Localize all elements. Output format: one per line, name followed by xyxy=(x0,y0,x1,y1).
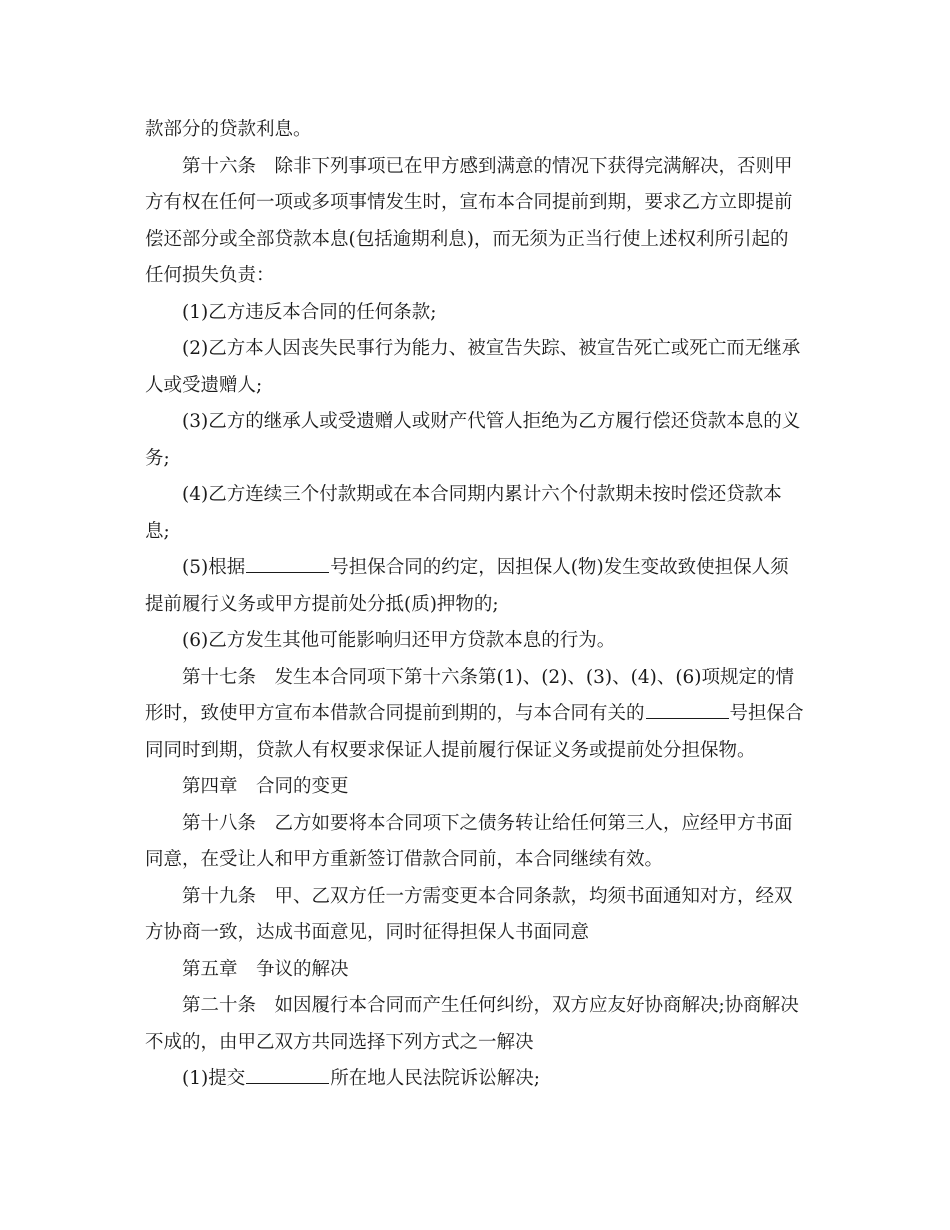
text-line: 同同时到期，贷款人有权要求保证人提前履行保证义务或提前处分担保物。 xyxy=(145,739,756,761)
text-line: 款部分的贷款利息。 xyxy=(145,119,312,140)
text-fragment: (1)提交 xyxy=(182,1068,246,1089)
text-line xyxy=(145,696,810,733)
chapter-5-heading xyxy=(145,952,810,989)
text-line: (4)乙方连续三个付款期或在本合同期内累计六个付款期未按时偿还贷款本 xyxy=(182,484,782,505)
text-line: 第十七条 发生本合同项下第十六条第(1)、(2)、(3)、(4)、(6)项规定的情 xyxy=(182,666,795,688)
text-fragment: 号担保合同的约定，因担保人(物)发生变故致使担保人须 xyxy=(330,557,789,578)
article-19 xyxy=(145,879,810,952)
text-line: (1)乙方违反本合同的任何条款; xyxy=(182,301,437,323)
text-line xyxy=(145,1061,810,1098)
text-line: 方有权在任何一项或多项事情发生时，宣布本合同提前到期，要求乙方立即提前 xyxy=(145,192,793,213)
text-line: 同意，在受让人和甲方重新签订借款合同前，本合同继续有效。 xyxy=(145,849,664,870)
text-line: 第四章 合同的变更 xyxy=(182,776,349,797)
text-line: (6)乙方发生其他可能影响归还甲方贷款本息的行为。 xyxy=(182,630,616,651)
text-line: 任何损失负责： xyxy=(145,265,275,286)
text-fragment: (5)根据 xyxy=(182,557,246,578)
fill-in-blank[interactable] xyxy=(246,1067,329,1084)
text-line xyxy=(145,550,810,587)
text-line: (2)乙方本人因丧失民事行为能力、被宣告失踪、被宣告死亡或死亡而无继承 xyxy=(182,338,801,359)
article-20-item-1 xyxy=(145,1061,810,1098)
article-16-item-3 xyxy=(145,404,810,477)
text-fragment: 号担保合 xyxy=(729,703,804,724)
text-line: 方协商一致，达成书面意见，同时征得担保人书面同意 xyxy=(145,922,590,943)
text-line: 不成的，由甲乙双方共同选择下列方式之一解决 xyxy=(145,1031,534,1053)
text-fragment: 形时，致使甲方宣布本借款合同提前到期的，与本合同有关的 xyxy=(145,703,645,724)
text-line: 第十六条 除非下列事项已在甲方感到满意的情况下获得完满解决，否则甲 xyxy=(182,155,793,177)
fill-in-blank[interactable] xyxy=(646,702,729,719)
article-16-item-1 xyxy=(145,295,810,332)
article-16-item-6 xyxy=(145,623,810,660)
article-16-item-4 xyxy=(145,477,810,550)
article-18 xyxy=(145,806,810,879)
document-body xyxy=(145,112,810,1098)
text-line: 偿还部分或全部贷款本息(包括逾期利息)，而无须为正当行使上述权利所引起的 xyxy=(145,228,789,250)
article-16-item-2 xyxy=(145,331,810,404)
fill-in-blank[interactable] xyxy=(246,556,329,573)
text-fragment: 所在地人民法院诉讼解决; xyxy=(330,1068,540,1089)
article-20 xyxy=(145,988,810,1061)
paragraph-loan-interest xyxy=(145,112,810,149)
text-line: 提前履行义务或甲方提前处分抵(质)押物的; xyxy=(145,593,499,615)
text-line: 第十九条 甲、乙双方任一方需变更本合同条款，均须书面通知对方，经双 xyxy=(182,885,793,907)
text-line: 人或受遗赠人; xyxy=(145,374,263,396)
chapter-4-heading xyxy=(145,769,810,806)
text-line: 息; xyxy=(145,520,170,542)
article-16 xyxy=(145,149,810,295)
text-line: 第十八条 乙方如要将本合同项下之债务转让给任何第三人，应经甲方书面 xyxy=(182,812,793,834)
text-line: 务; xyxy=(145,447,170,469)
text-line: 第五章 争议的解决 xyxy=(182,958,349,980)
text-line: 第二十条 如因履行本合同而产生任何纠纷，双方应友好协商解决;协商解决 xyxy=(182,995,799,1016)
text-line: (3)乙方的继承人或受遗赠人或财产代管人拒绝为乙方履行偿还贷款本息的义 xyxy=(182,411,801,432)
article-16-item-5 xyxy=(145,550,810,623)
article-17 xyxy=(145,660,810,770)
